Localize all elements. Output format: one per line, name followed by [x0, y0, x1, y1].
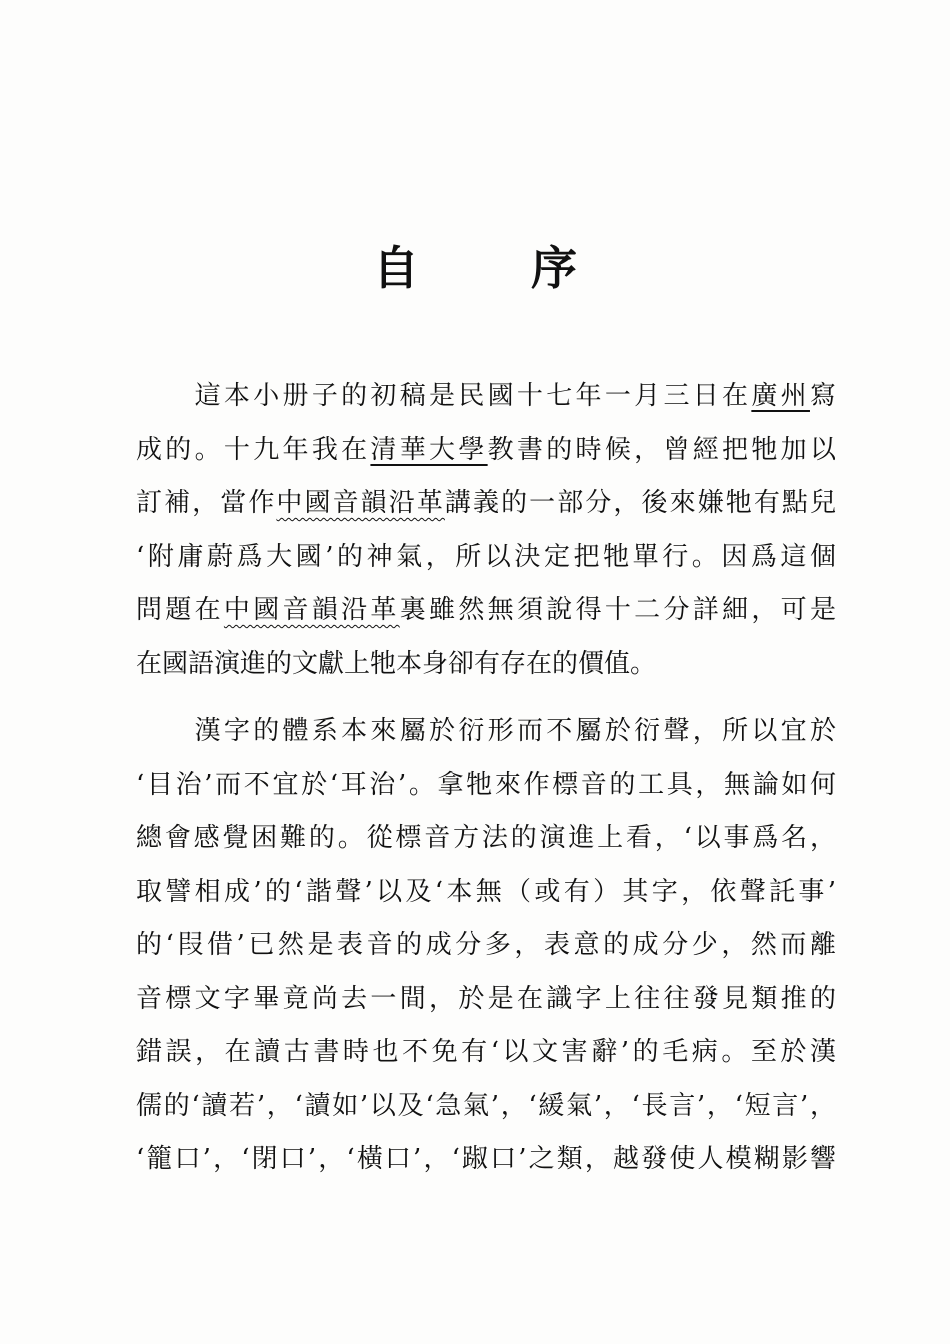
text-line — [136, 981, 836, 1035]
text-line — [136, 874, 836, 928]
proper-noun-underlined: 清華大學 — [370, 434, 488, 465]
text-segment: 教書的時候，曾經把牠加以 — [487, 434, 836, 465]
text-line — [136, 713, 836, 767]
text-segment: 在國語演進的文獻上牠本身卻有存在的價值。 — [136, 648, 657, 679]
text-line — [136, 767, 836, 821]
text-segment: 訂補，當作 — [136, 488, 277, 518]
text-segment: 寫 — [809, 381, 836, 411]
text-segment: 問題在 — [136, 595, 224, 625]
text-segment: 漢字的體系本來屬於衍形而不屬於衍聲，所以宜於 — [136, 716, 836, 746]
text-segment: ‘目治’而不宜於‘耳治’。拿牠來作標音的工具，無論如何 — [136, 769, 836, 800]
body-text — [136, 378, 836, 1195]
text-line — [136, 646, 836, 700]
text-line — [136, 1088, 836, 1142]
text-segment: ‘附庸蔚爲大國’的神氣，所以決定把牠單行。因爲這個 — [136, 541, 836, 572]
text-line — [136, 1034, 836, 1088]
text-line — [136, 539, 836, 593]
text-line — [136, 432, 836, 486]
text-line — [136, 1141, 836, 1195]
text-line — [136, 820, 836, 874]
text-line — [136, 378, 836, 432]
text-segment: 裏雖然無須說得十二分詳細，可是 — [399, 595, 836, 625]
paragraph-gap — [136, 699, 836, 713]
text-segment: 取譬相成’的‘諧聲’以及‘本無（或有）其字，依聲託事’ — [136, 876, 836, 907]
text-segment: 這本小册子的初稿是民國十七年一月三日在 — [136, 381, 752, 411]
text-segment: 音標文字畢竟尚去一間，於是在識字上往往發見類推的 — [136, 983, 836, 1014]
text-segment: 錯誤，在讀古書時也不免有‘以文害辭’的毛病。至於漢 — [136, 1037, 836, 1067]
proper-noun-underlined: 廣州 — [751, 381, 810, 411]
text-line — [136, 485, 836, 539]
text-segment: 儒的‘讀若’，‘讀如’以及‘急氣’，‘緩氣’，‘長言’，‘短言’， — [136, 1090, 836, 1121]
text-segment: ‘籠口’，‘閉口’，‘橫口’，‘踧口’之類，越發使人模糊影響 — [136, 1144, 836, 1174]
text-segment: 成的。十九年我在 — [136, 434, 371, 465]
paragraph — [136, 713, 836, 1195]
text-line — [136, 927, 836, 981]
text-segment: 總會感覺困難的。從標音方法的演進上看，‘以事爲名， — [136, 823, 836, 853]
text-segment: 講義的一部分，後來嫌牠有點兒 — [444, 488, 836, 518]
book-title-underlined: 中國音韻沿革 — [223, 595, 400, 625]
page-title: 自 序 — [372, 241, 625, 295]
text-line — [136, 592, 836, 646]
paragraph — [136, 378, 836, 699]
book-title-underlined: 中國音韻沿革 — [276, 488, 445, 518]
text-segment: 的‘叚借’已然是表音的成分多，表意的成分少，然而離 — [136, 930, 836, 960]
